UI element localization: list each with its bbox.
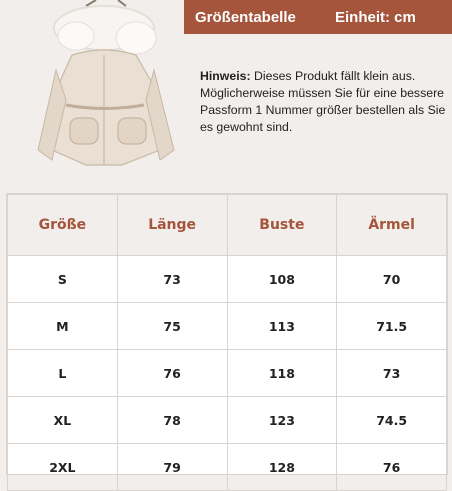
bust-cell: 123 [227,397,337,444]
table-row [8,303,447,350]
size-cell: XL [8,397,118,444]
sleeve-cell: 70 [337,256,447,303]
column-header: Ärmel [337,195,447,256]
bust-cell: 118 [227,350,337,397]
unit-label: Einheit: cm [335,9,416,26]
size-cell: M [8,303,118,350]
note-label: Hinweis: [200,69,251,83]
table-row [8,350,447,397]
size-chart-title: Größentabelle [195,9,296,26]
bust-cell: 128 [227,444,337,491]
header-band [184,0,452,34]
product-image [26,0,184,178]
sleeve-cell: 76 [337,444,447,491]
length-cell: 73 [117,256,227,303]
column-header: Buste [227,195,337,256]
sleeve-cell: 73 [337,350,447,397]
table-row [8,444,447,491]
size-cell: L [8,350,118,397]
column-header: Größe [8,195,118,256]
bust-cell: 113 [227,303,337,350]
bust-cell: 108 [227,256,337,303]
sleeve-cell: 71.5 [337,303,447,350]
size-cell: 2XL [8,444,118,491]
table-header-row [8,195,447,256]
note-text: Dieses Produkt fällt klein aus. Möglicherweise müssen Sie für eine bessere Passform 1 Nummer größer bestellen als Sie es gewohnt sind. [200,69,446,134]
length-cell: 75 [117,303,227,350]
table-row [8,397,447,444]
sleeve-cell: 74.5 [337,397,447,444]
column-header: Länge [117,195,227,256]
table-row [8,256,447,303]
size-table [6,193,448,475]
size-cell: S [8,256,118,303]
size-note [200,68,448,136]
length-cell: 79 [117,444,227,491]
length-cell: 78 [117,397,227,444]
length-cell: 76 [117,350,227,397]
